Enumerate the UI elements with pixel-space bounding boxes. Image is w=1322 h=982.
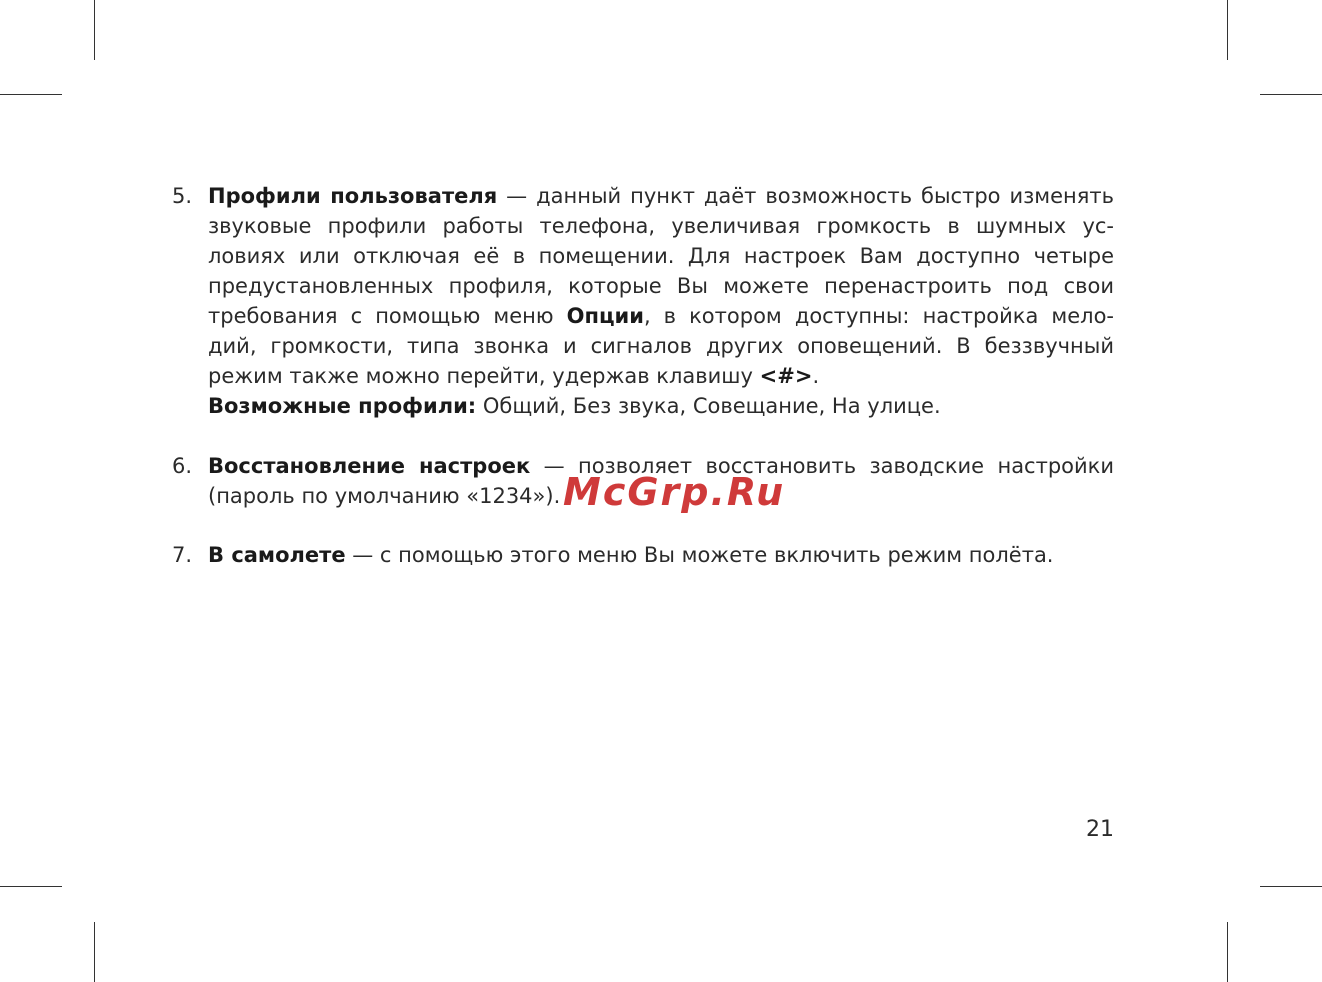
item-body <box>208 540 1114 570</box>
item-number: 7. <box>172 543 193 567</box>
text-span: — данный пункт даёт возможность быстро изменять <box>497 184 1114 208</box>
term-restore-settings: Восстановление настроек <box>208 454 531 478</box>
crop-mark-bottom-left-horizontal <box>0 886 62 887</box>
text-line <box>208 241 1114 271</box>
page-number: 21 <box>1086 817 1114 842</box>
text-line <box>208 181 1114 211</box>
term-airplane: В самолете <box>208 543 346 567</box>
text-span: звуковые профили работы телефона, увеличивая громкость в шумных ус- <box>208 214 1114 238</box>
crop-mark-bottom-left-vertical <box>94 922 95 982</box>
crop-mark-top-right-horizontal <box>1260 94 1322 95</box>
text-line <box>208 391 1114 421</box>
text-span: (пароль по умолчанию «1234»). <box>208 484 561 508</box>
text-span: дий, громкости, типа звонка и сигналов других оповещений. В беззвучный <box>208 334 1114 358</box>
item-number: 6. <box>172 454 193 478</box>
text-line <box>208 301 1114 331</box>
list-item-user-profiles <box>172 181 1114 421</box>
text-span: — с помощью этого меню Вы можете включить режим полёта. <box>345 543 1054 567</box>
crop-mark-top-right-vertical <box>1227 0 1228 60</box>
text-span: , в котором доступны: настройка мело- <box>643 304 1114 328</box>
crop-mark-top-left-horizontal <box>0 94 62 95</box>
list-item-airplane-mode <box>172 540 1114 570</box>
text-line <box>208 211 1114 241</box>
item-number: 5. <box>172 184 193 208</box>
text-span: требования с помощью меню <box>208 304 567 328</box>
text-span: — позволяет восстановить заводские настройки <box>530 454 1114 478</box>
crop-mark-top-left-vertical <box>94 0 95 60</box>
text-span: Общий, Без звука, Совещание, На улице. <box>476 394 941 418</box>
text-span: предустановленных профиля, которые Вы можете перенастроить под свои <box>208 274 1114 298</box>
crop-mark-bottom-right-horizontal <box>1260 886 1322 887</box>
term-hash-key: <#> <box>759 364 813 388</box>
term-options: Опции <box>566 304 644 328</box>
crop-mark-bottom-right-vertical <box>1227 922 1228 982</box>
term-user-profiles: Профили пользователя <box>208 184 498 208</box>
text-span: режим также можно перейти, удержав клавишу <box>208 364 760 388</box>
text-line <box>208 540 1114 570</box>
text-line <box>208 361 1114 391</box>
text-line <box>208 331 1114 361</box>
text-span: ловиях или отключая её в помещении. Для настроек Вам доступно четыре <box>208 244 1114 268</box>
text-span: . <box>812 364 820 388</box>
item-body <box>208 181 1114 421</box>
watermark-logo: McGrp.Ru <box>563 470 786 514</box>
text-line <box>208 271 1114 301</box>
term-available-profiles: Возможные профили: <box>208 394 477 418</box>
